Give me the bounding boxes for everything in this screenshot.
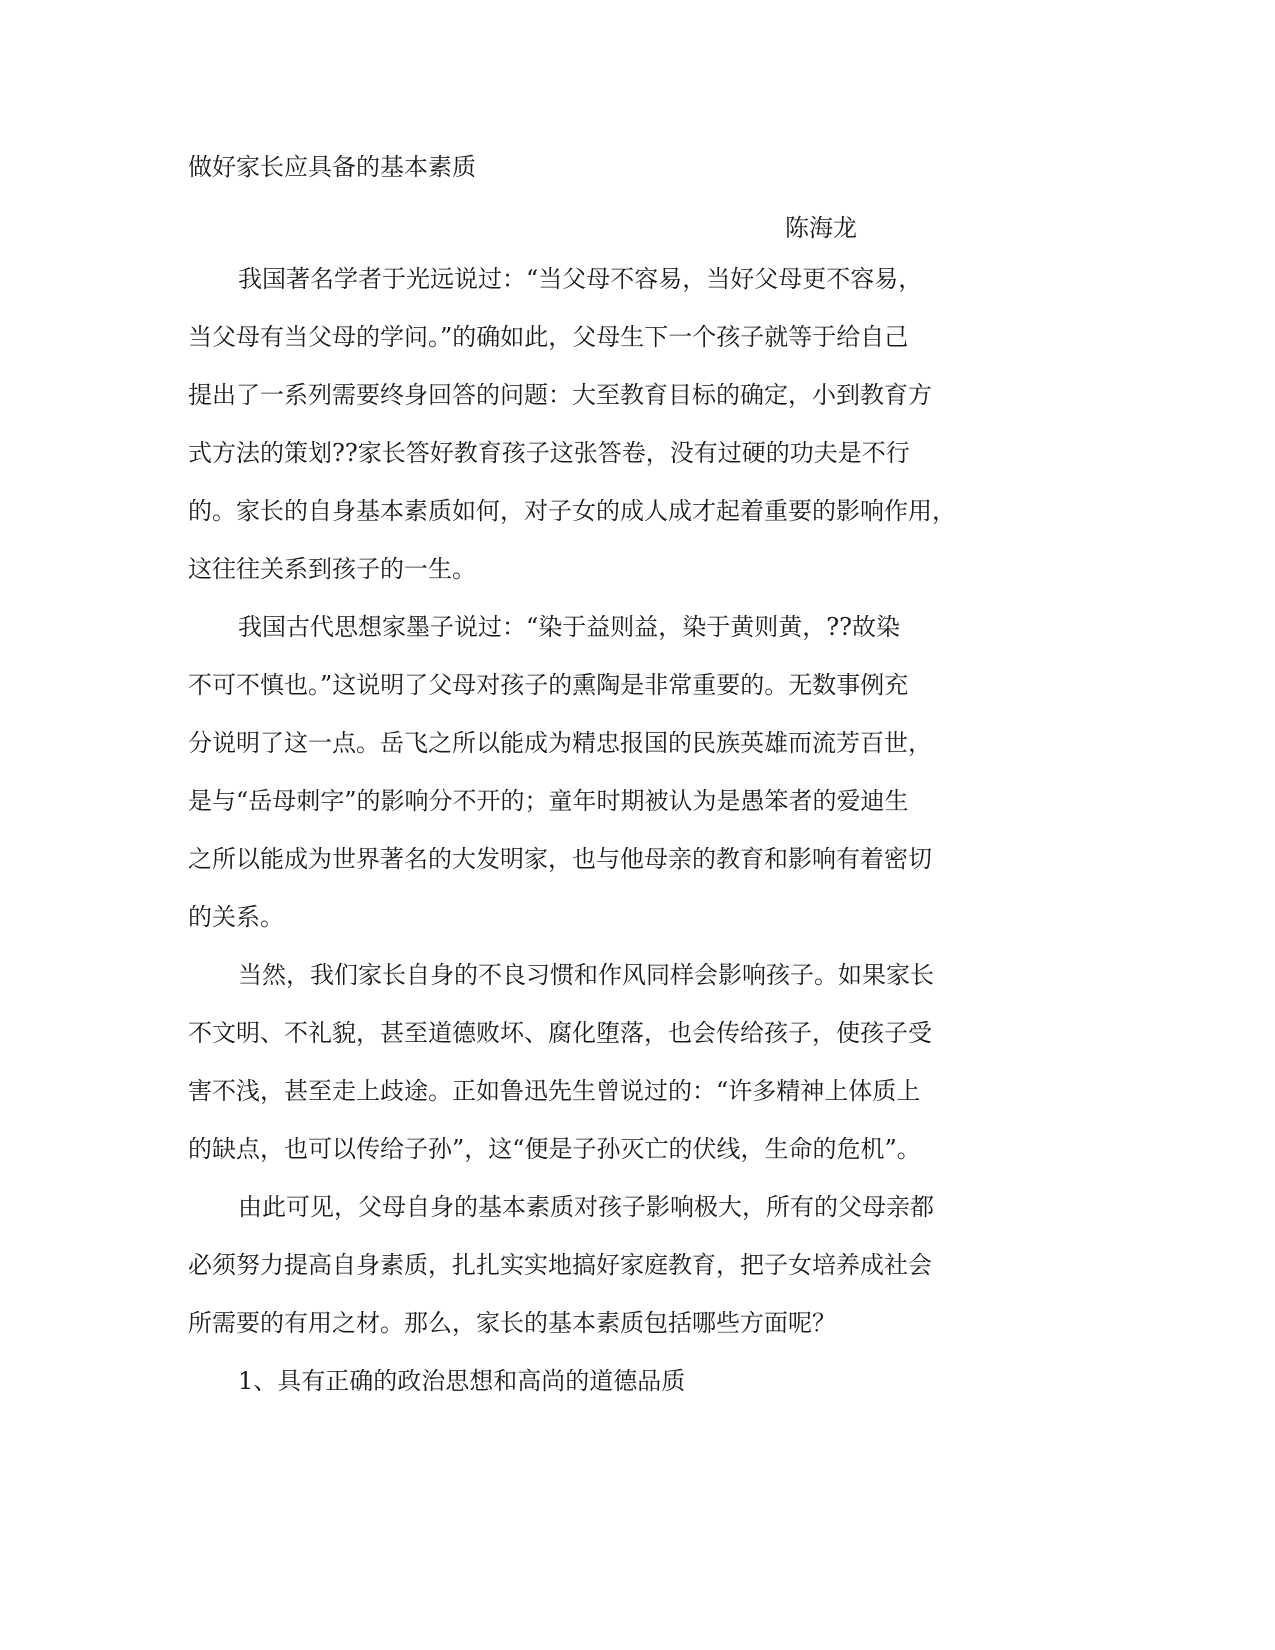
paragraph-line: 不可不慎也。”这说明了父母对孩子的熏陶是非常重要的。无数事例充 bbox=[188, 671, 909, 699]
paragraph-line: 式方法的策划??家长答好教育孩子这张答卷，没有过硬的功夫是不行 bbox=[188, 439, 910, 467]
paragraph-line: 的关系。 bbox=[188, 903, 284, 931]
paragraph-line: 我国古代思想家墨子说过：“染于益则益，染于黄则黄，??故染 bbox=[238, 613, 901, 641]
paragraph-line: 是与“岳母刺字”的影响分不开的；童年时期被认为是愚笨者的爱迪生 bbox=[188, 787, 909, 815]
document-author: 陈海龙 bbox=[785, 214, 857, 242]
document-title: 做好家长应具备的基本素质 bbox=[188, 153, 476, 181]
paragraph-line: 必须努力提高自身素质，扎扎实实地搞好家庭教育，把子女培养成社会 bbox=[188, 1251, 932, 1279]
paragraph-line: 分说明了这一点。岳飞之所以能成为精忠报国的民族英雄而流芳百世， bbox=[188, 729, 932, 757]
paragraph-line: 不文明、不礼貌，甚至道德败坏、腐化堕落，也会传给孩子，使孩子受 bbox=[188, 1019, 932, 1047]
paragraph-line: 当然，我们家长自身的不良习惯和作风同样会影响孩子。如果家长 bbox=[238, 961, 934, 989]
paragraph-line: 的缺点，也可以传给子孙”，这“便是子孙灭亡的伏线，生命的危机”。 bbox=[188, 1135, 921, 1163]
paragraph-line: 之所以能成为世界著名的大发明家，也与他母亲的教育和影响有着密切 bbox=[188, 845, 932, 873]
paragraph-line: 提出了一系列需要终身回答的问题：大至教育目标的确定，小到教育方 bbox=[188, 381, 932, 409]
paragraph-line: 由此可见，父母自身的基本素质对孩子影响极大，所有的父母亲都 bbox=[238, 1193, 934, 1221]
paragraph-line: 的。家长的自身基本素质如何，对子女的成人成才起着重要的影响作用， bbox=[188, 497, 956, 525]
paragraph-line: 当父母有当父母的学问。”的确如此，父母生下一个孩子就等于给自己 bbox=[188, 323, 909, 351]
paragraph-line: 所需要的有用之材。那么，家长的基本素质包括哪些方面呢？ bbox=[188, 1309, 836, 1337]
paragraph-line: 我国著名学者于光远说过：“当父母不容易，当好父母更不容易， bbox=[238, 265, 923, 293]
section-heading: 1、具有正确的政治思想和高尚的道德品质 bbox=[238, 1367, 686, 1395]
paragraph-line: 这往往关系到孩子的一生。 bbox=[188, 555, 476, 583]
paragraph-line: 害不浅，甚至走上歧途。正如鲁迅先生曾说过的：“许多精神上体质上 bbox=[188, 1077, 921, 1105]
